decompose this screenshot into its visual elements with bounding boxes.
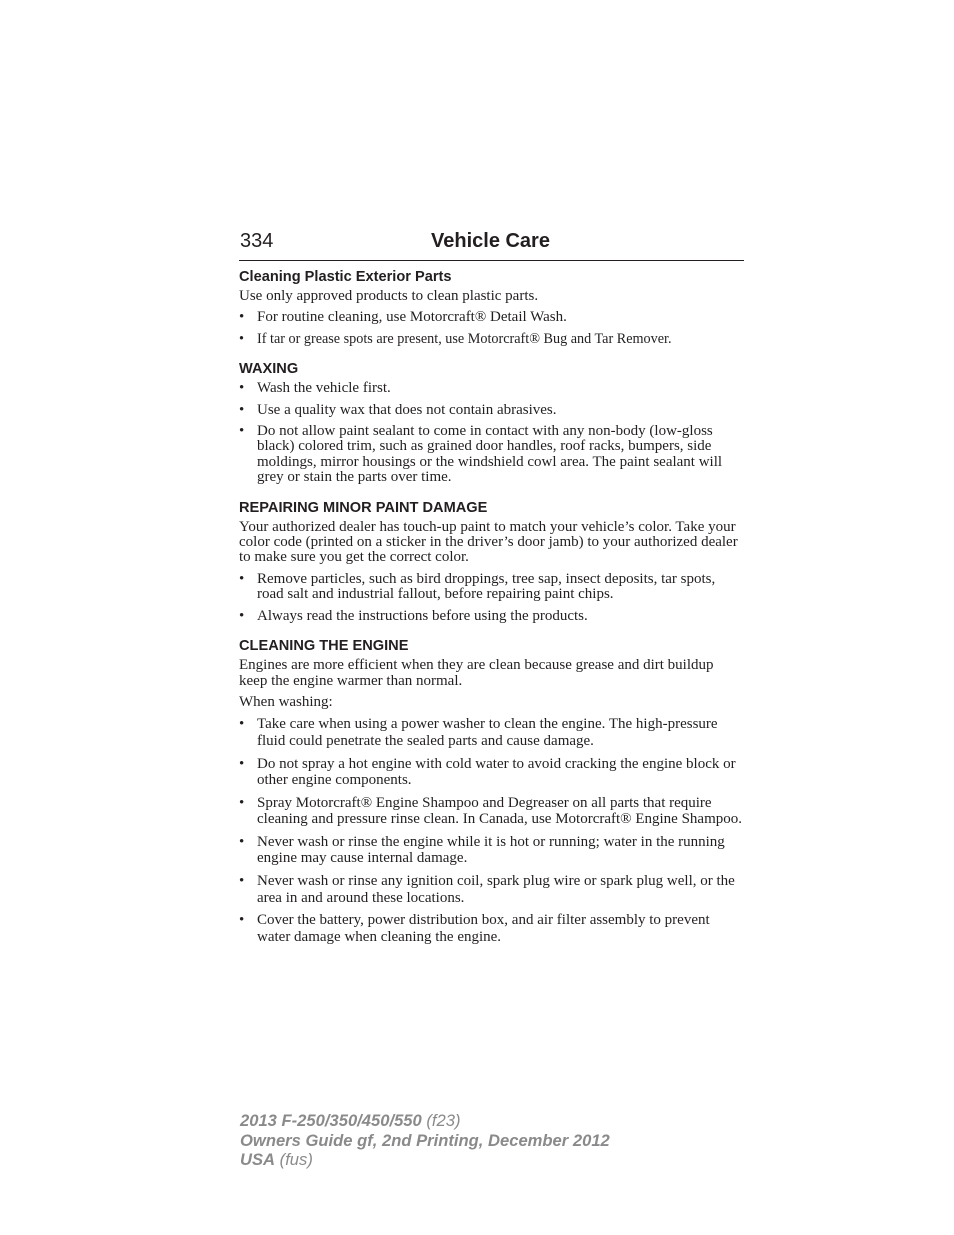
list-item	[239, 873, 744, 906]
footer-region-code: (fus)	[279, 1150, 313, 1169]
section-waxing	[239, 360, 744, 485]
list-item-text: For routine cleaning, use Motorcraft® Detail Wash.	[257, 309, 567, 326]
list-item-text: Remove particles, such as bird droppings, tree sap, insect deposits, tar spots, road salt and industrial fallout, before repairing paint chips.	[257, 570, 716, 603]
list-item	[239, 381, 744, 396]
list-item-text: Use a quality wax that does not contain abrasives.	[257, 401, 557, 418]
bullet-list	[239, 310, 744, 347]
section-heading: REPAIRING MINOR PAINT DAMAGE	[239, 499, 488, 516]
bullet-marker: •	[239, 912, 245, 929]
list-item-text: Never wash or rinse any ignition coil, spark plug wire or spark plug well, or the area in and around these locations.	[257, 873, 735, 906]
bullet-marker: •	[239, 380, 245, 397]
footer-region: USA	[240, 1150, 276, 1169]
bullet-marker: •	[239, 607, 245, 624]
section-cleaning-the-engine	[239, 637, 744, 945]
list-item	[239, 716, 744, 749]
bullet-marker: •	[239, 833, 245, 850]
section-heading: CLEANING THE ENGINE	[239, 638, 409, 655]
list-item	[239, 834, 744, 867]
bullet-marker: •	[239, 401, 245, 418]
page-number: 334	[240, 230, 274, 252]
section-repairing-minor-paint-damage	[239, 499, 744, 624]
bullet-list	[239, 381, 744, 485]
bullet-marker: •	[239, 716, 245, 733]
footer-model-code: (f23)	[426, 1111, 461, 1130]
list-item-text: Do not spray a hot engine with cold water to avoid cracking the engine block or other engine components.	[257, 755, 736, 789]
list-item	[239, 310, 744, 325]
list-item-text: Do not allow paint sealant to come in contact with any non-body (low-gloss black) colored trim, such as grained door handles, roof racks, bumpers, side moldings, mirror housings or the windshield cowl area. The paint sealant will grey or stain the parts over time.	[257, 423, 723, 486]
list-item-text: Never wash or rinse the engine while it is hot or running; water in the running engine may cause internal damage.	[257, 833, 725, 867]
list-item-text: If tar or grease spots are present, use Motorcraft® Bug and Tar Remover.	[257, 330, 672, 347]
bullet-marker: •	[239, 330, 244, 347]
list-item	[239, 756, 744, 789]
footer-edition: Owners Guide gf, 2nd Printing, December 2012	[240, 1130, 610, 1150]
footer-model: 2013 F-250/350/450/550	[240, 1111, 422, 1130]
list-item	[239, 609, 744, 624]
bullet-marker: •	[239, 309, 245, 326]
list-item-text: Wash the vehicle first.	[257, 380, 391, 397]
list-item-text: Cover the battery, power distribution box, and air filter assembly to prevent water damage when cleaning the engine.	[257, 912, 710, 945]
list-item-text: Spray Motorcraft® Engine Shampoo and Degreaser on all parts that require cleaning and pressure rinse clean. In Canada, use Motorcraft® Engine Shampoo.	[257, 794, 742, 828]
bullet-list	[239, 716, 744, 945]
list-item	[239, 403, 744, 418]
page-footer	[240, 1111, 610, 1170]
paragraph: When washing:	[239, 693, 333, 710]
bullet-marker: •	[239, 794, 245, 811]
bullet-marker: •	[239, 755, 245, 772]
paragraph: Use only approved products to clean plastic parts.	[239, 288, 539, 304]
list-item-text: Take care when using a power washer to clean the engine. The high-pressure fluid could penetrate the sealed parts and cause damage.	[257, 716, 718, 749]
list-item	[239, 795, 744, 828]
page-header	[239, 228, 744, 261]
bullet-list	[239, 572, 744, 624]
list-item	[239, 572, 744, 603]
list-item-text: Always read the instructions before using the products.	[257, 607, 588, 624]
section-heading: WAXING	[239, 361, 299, 378]
list-item	[239, 424, 744, 486]
section-heading: Cleaning Plastic Exterior Parts	[239, 269, 452, 285]
chapter-title: Vehicle Care	[431, 230, 550, 252]
bullet-marker: •	[239, 873, 245, 890]
paragraph: Your authorized dealer has touch-up paint to match your vehicle’s color. Take your color code (printed on a sticker in the driver’s door jamb) to your authorized dealer to make sure you get the correct color.	[239, 518, 738, 566]
page-content	[239, 268, 744, 951]
list-item	[239, 912, 744, 945]
list-item	[239, 332, 744, 347]
section-cleaning-plastic-exterior-parts	[239, 268, 744, 347]
footer-line-edition	[240, 1131, 610, 1151]
footer-line-region	[240, 1150, 610, 1170]
paragraph: Engines are more efficient when they are clean because grease and dirt buildup keep the engine warmer than normal.	[239, 657, 714, 689]
footer-line-model	[240, 1111, 610, 1131]
bullet-marker: •	[239, 423, 245, 440]
bullet-marker: •	[239, 570, 245, 587]
